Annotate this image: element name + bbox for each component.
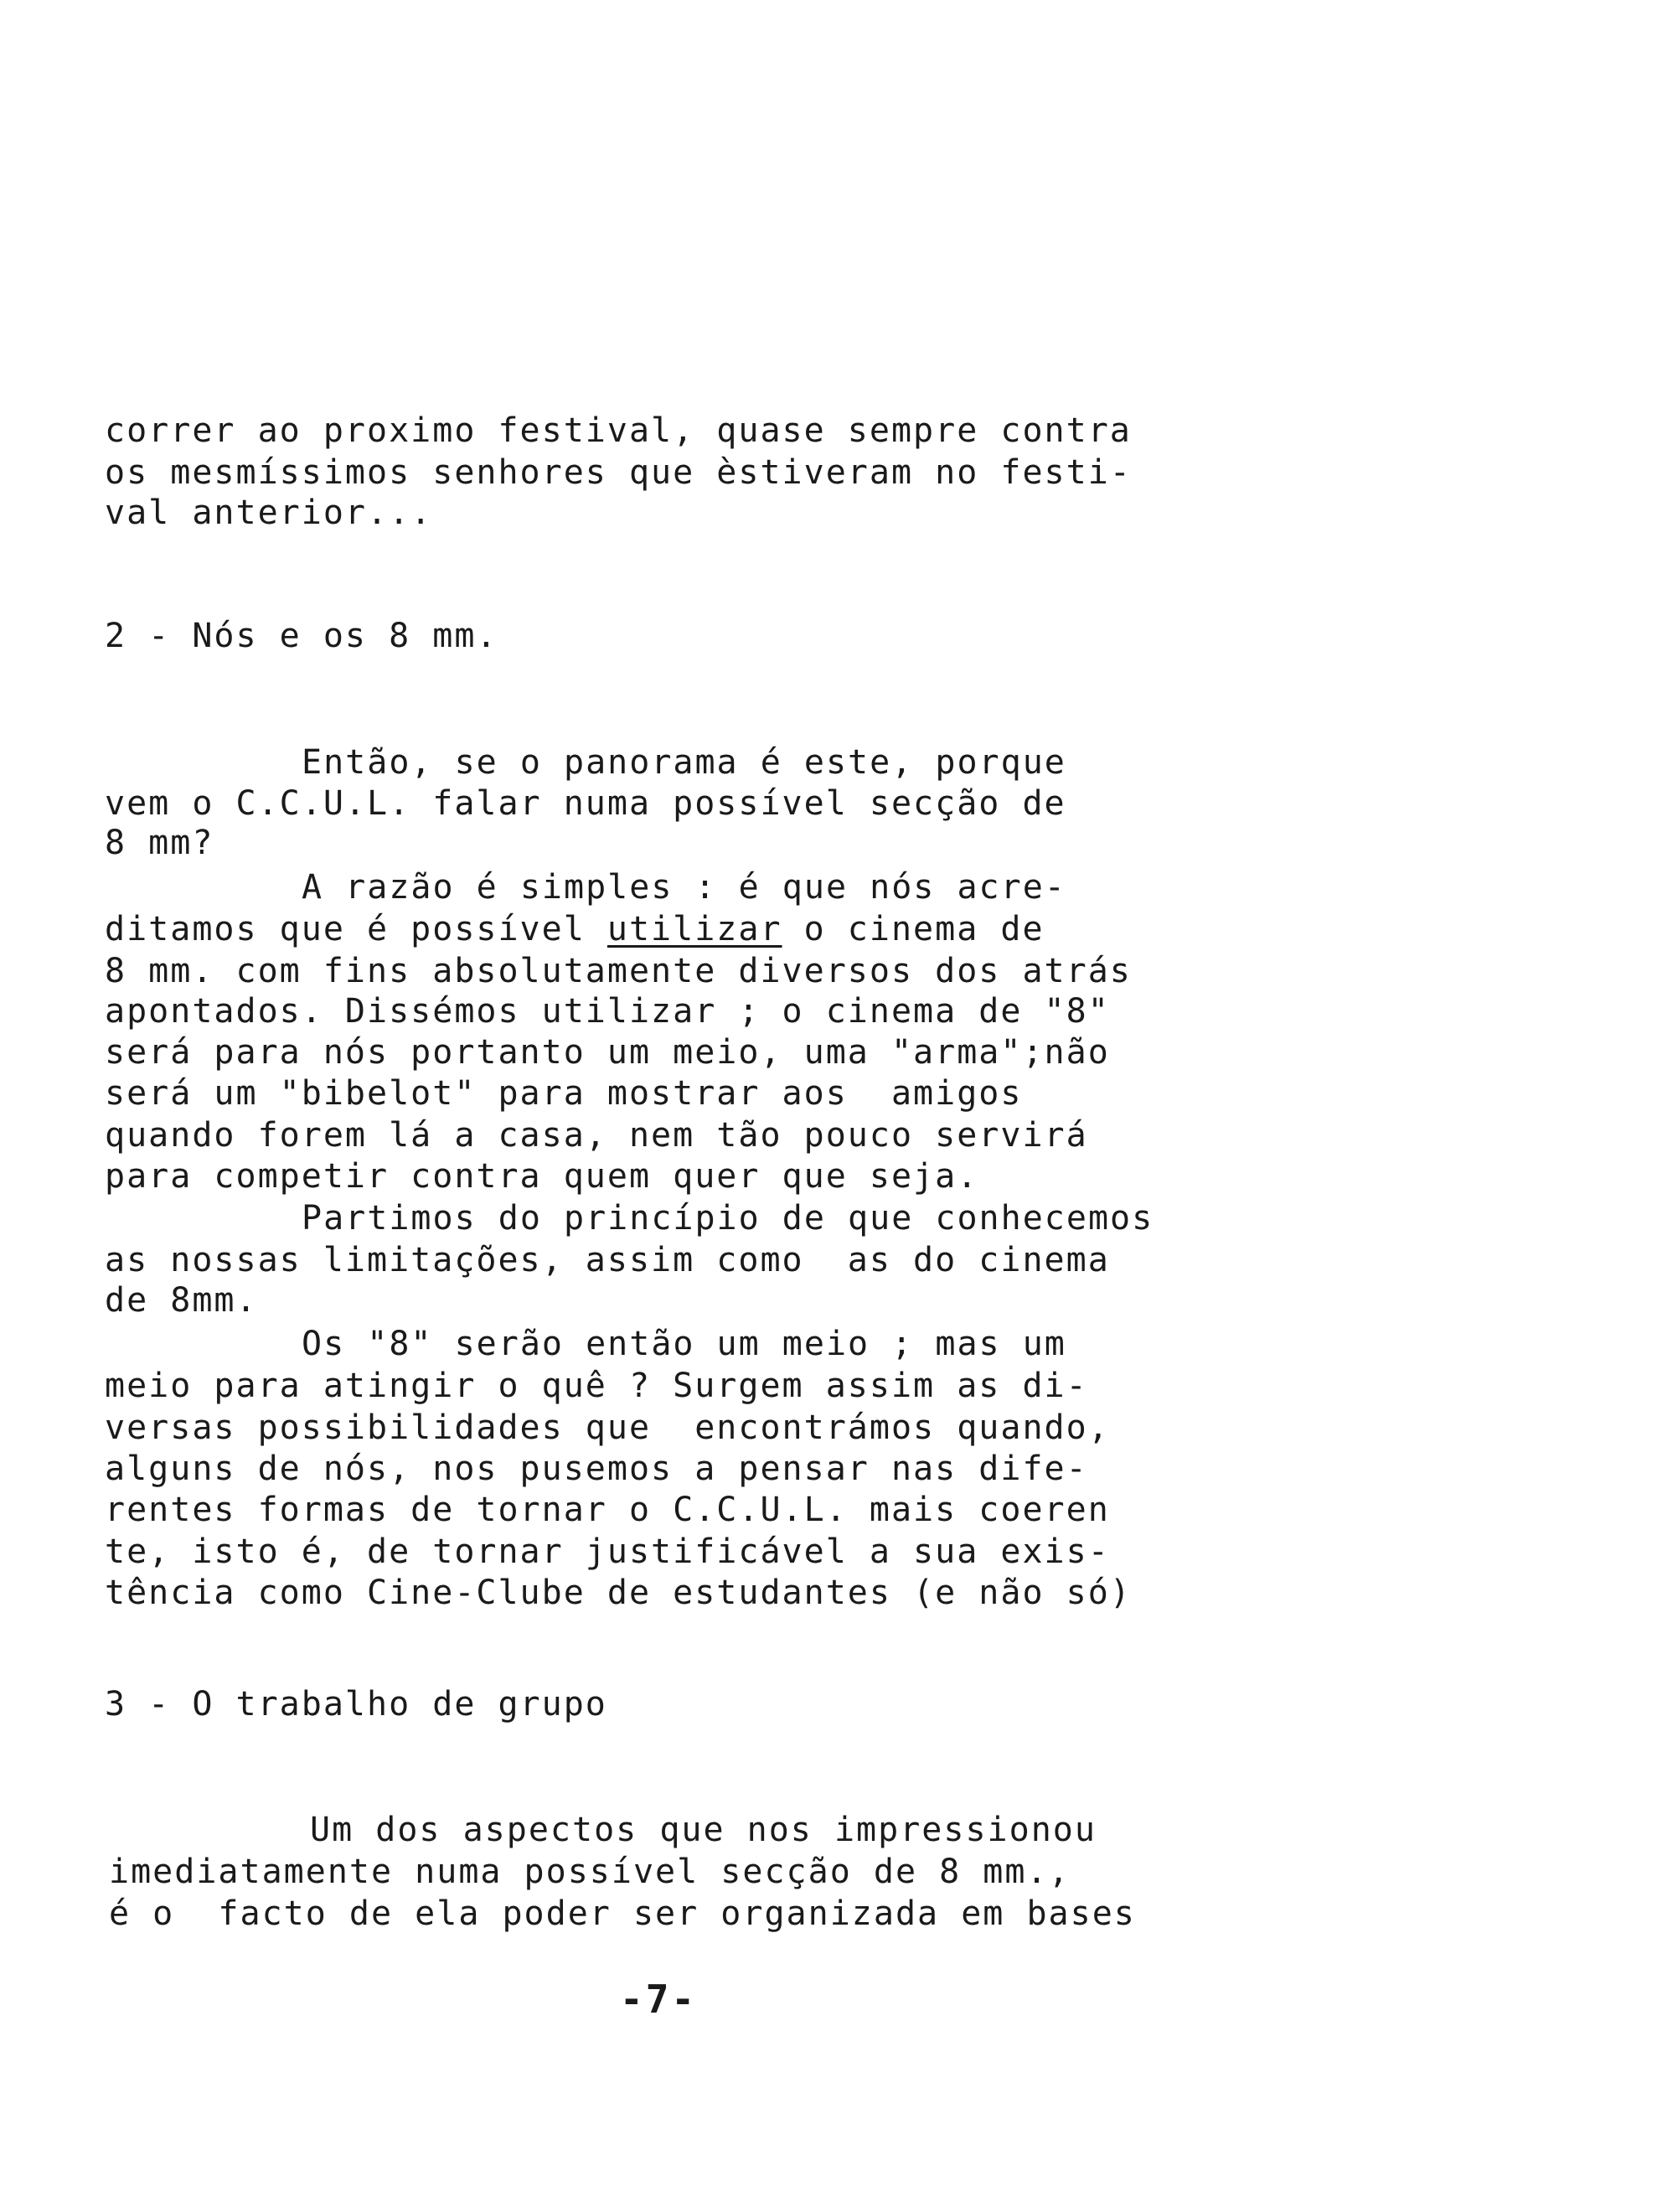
text-line: vem o C.C.U.L. falar numa possível secção de bbox=[105, 784, 1066, 823]
text-line: os mesmíssimos senhores que èstiveram no festi- bbox=[105, 453, 1132, 492]
text-line: A razão é simples : é que nós acre- bbox=[302, 868, 1066, 907]
text-line: val anterior... bbox=[105, 494, 433, 532]
text-line: 8 mm. com fins absolutamente diversos dos atrás bbox=[105, 952, 1132, 990]
text-line: versas possibilidades que encontrámos quando, bbox=[105, 1408, 1110, 1447]
text-line: imediatamente numa possível secção de 8 mm., bbox=[109, 1853, 1071, 1891]
text-line: meio para atingir o quê ? Surgem assim as di- bbox=[105, 1367, 1088, 1405]
text-segment: o cinema de bbox=[782, 910, 1045, 948]
text-line: rentes formas de tornar o C.C.U.L. mais coeren bbox=[105, 1491, 1110, 1529]
text-line: as nossas limitações, assim como as do cinema bbox=[105, 1241, 1110, 1279]
text-line bbox=[105, 909, 1045, 949]
text-segment: ditamos que é possível bbox=[105, 910, 607, 948]
text-line: 8 mm? bbox=[105, 824, 214, 862]
text-line: correr ao proximo festival, quase sempre contra bbox=[105, 411, 1132, 450]
text-line: alguns de nós, nos pusemos a pensar nas dife- bbox=[105, 1450, 1088, 1488]
text-line: é o facto de ela poder ser organizada em bases bbox=[109, 1894, 1136, 1933]
text-line: de 8mm. bbox=[105, 1281, 258, 1320]
text-line: apontados. Dissémos utilizar ; o cinema de "8" bbox=[105, 992, 1110, 1031]
text-line: Um dos aspectos que nos impressionou bbox=[310, 1811, 1097, 1849]
section-heading: 3 - O trabalho de grupo bbox=[105, 1685, 607, 1724]
section-heading: 2 - Nós e os 8 mm. bbox=[105, 617, 498, 655]
text-line: será para nós portanto um meio, uma "arma";não bbox=[105, 1033, 1110, 1072]
page-number: -7- bbox=[620, 1977, 698, 2022]
text-line: quando forem lá a casa, nem tão pouco servirá bbox=[105, 1116, 1088, 1155]
text-line: Partimos do princípio de que conhecemos bbox=[302, 1199, 1154, 1238]
text-line: Então, se o panorama é este, porque bbox=[302, 743, 1066, 782]
text-line: Os "8" serão então um meio ; mas um bbox=[302, 1325, 1066, 1363]
text-line: tência como Cine-Clube de estudantes (e não só) bbox=[105, 1574, 1132, 1612]
text-line: será um "bibelot" para mostrar aos amigos bbox=[105, 1074, 1023, 1113]
text-line: te, isto é, de tornar justificável a sua exis- bbox=[105, 1532, 1110, 1571]
text-line: para competir contra quem quer que seja. bbox=[105, 1157, 979, 1196]
underlined-word: utilizar bbox=[606, 910, 782, 948]
